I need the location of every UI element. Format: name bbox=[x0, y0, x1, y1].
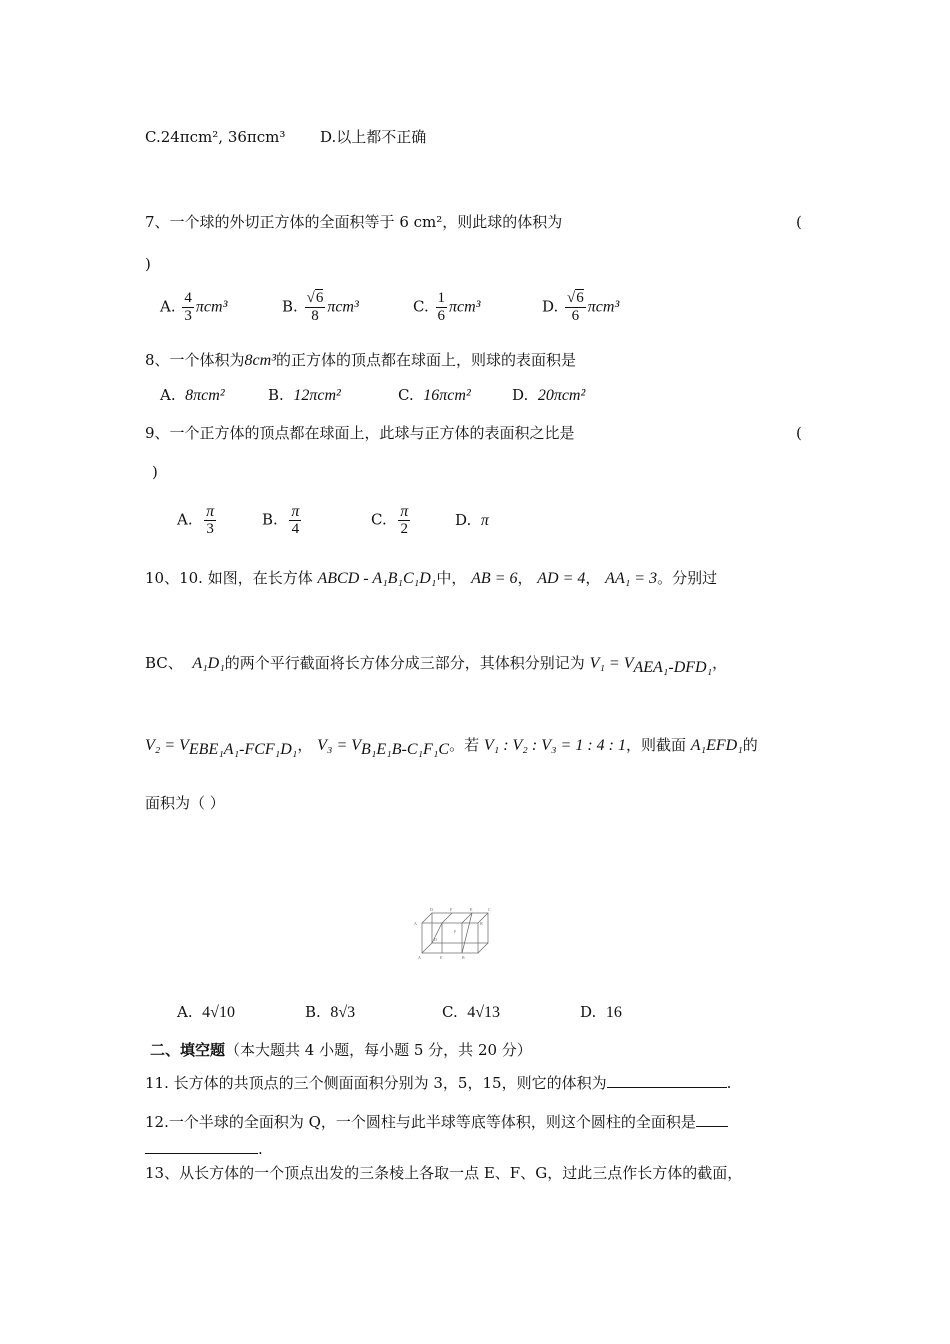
fraction: $\frac{\pi}{3}$ bbox=[206, 503, 215, 537]
q8-option-b: B. 12πcm² bbox=[268, 386, 341, 404]
q6-option-c: C.24πcm², 36πcm³ bbox=[145, 128, 286, 146]
q6-option-d: D.以上都不正确 bbox=[320, 128, 427, 146]
fraction: $\frac{\pi}{4}$ bbox=[291, 503, 300, 537]
cuboid-diagram bbox=[410, 905, 490, 961]
option-label: B. bbox=[282, 297, 298, 316]
q7-option-b: B. $\frac{√6}{8}$ πcm³ bbox=[282, 290, 359, 324]
answer-blank[interactable] bbox=[696, 1126, 728, 1127]
fraction: $\frac{\pi}{2}$ bbox=[400, 503, 409, 537]
q10-option-d: D. 16 bbox=[580, 1003, 622, 1021]
q9-option-d: D. π bbox=[455, 511, 489, 529]
q7-option-a: A. $\frac{4}{3}$ πcm³ bbox=[160, 290, 228, 324]
q9-option-a: A. $\frac{\pi}{3}$ bbox=[177, 503, 215, 537]
svg-text:F: F bbox=[454, 929, 457, 934]
q9-option-b: B. $\frac{\pi}{4}$ bbox=[262, 503, 300, 537]
svg-text:C: C bbox=[488, 907, 491, 912]
q10-line3: $V_2 = V_{EBE_1A_1-FCF_1D_1}$， $V_3 = V_{B_1E_1B-C_1F_1C}$。若 V₁ : V₂ : V₃ = 1 : 4 : 1，则截面 A₁EFD₁的 bbox=[145, 736, 758, 758]
svg-text:D: D bbox=[434, 937, 437, 942]
cuboid-figure bbox=[410, 905, 490, 965]
q13: 13、从长方体的一个顶点出发的三条棱上各取一点 E、F、G，过此三点作长方体的截面， bbox=[145, 1164, 743, 1182]
fraction: $\frac{√6}{8}$ bbox=[306, 290, 324, 324]
svg-text:A: A bbox=[418, 955, 421, 960]
svg-text:E: E bbox=[440, 955, 443, 960]
q11: 11. 长方体的共顶点的三个侧面面积分别为 3，5，15，则它的体积为 . bbox=[145, 1074, 732, 1092]
q9-paren-open: ( bbox=[796, 424, 802, 442]
fraction: $\frac{√6}{6}$ bbox=[567, 290, 584, 324]
q7-option-c: C. $\frac{1}{6}$ πcm³ bbox=[413, 290, 481, 324]
q7-option-d: D. $\frac{√6}{6}$ πcm³ bbox=[542, 290, 620, 324]
fraction: $\frac{1}{6}$ bbox=[437, 290, 445, 324]
q10-option-a: A. 4√10 bbox=[177, 1003, 235, 1021]
q7-paren-open: ( bbox=[796, 213, 802, 231]
svg-text:A: A bbox=[414, 921, 417, 926]
svg-text:E: E bbox=[470, 907, 473, 912]
svg-text:B: B bbox=[462, 955, 465, 960]
q10-line4: 面积为（ ） bbox=[145, 794, 225, 812]
fraction: $\frac{4}{3}$ bbox=[184, 290, 192, 324]
q7-paren-close: ) bbox=[145, 255, 151, 273]
q12: 12.一个半球的全面积为 Q，一个圆柱与此半球等底等体积，则这个圆柱的全面积是 bbox=[145, 1112, 728, 1132]
svg-text:D: D bbox=[430, 907, 433, 912]
option-label: C. bbox=[413, 297, 429, 316]
q8-option-a: A. 8πcm² bbox=[160, 386, 225, 404]
q9-stem: 9、一个正方体的顶点都在球面上，此球与正方体的表面积之比是 bbox=[145, 424, 575, 442]
q12-continuation: . bbox=[145, 1139, 263, 1159]
q10-option-b: B. 8√3 bbox=[305, 1003, 356, 1021]
q10-line1: 10、10. 如图，在长方体 ABCD - A₁B₁C₁D₁中， AB = 6， AD = 4， AA₁ = 3。分别过 bbox=[145, 569, 718, 587]
answer-blank[interactable] bbox=[145, 1153, 258, 1154]
svg-text:F: F bbox=[450, 907, 453, 912]
q8-stem: 8、一个体积为8cm³的正方体的顶点都在球面上，则球的表面积是 bbox=[145, 351, 577, 369]
section-heading: 二、填空题（本大题共 4 小题，每小题 5 分，共 20 分） bbox=[150, 1041, 532, 1059]
q8-option-c: C. 16πcm² bbox=[398, 386, 471, 404]
option-label: D. bbox=[542, 297, 559, 316]
q8-option-d: D. 20πcm² bbox=[512, 386, 586, 404]
q9-option-c: C. $\frac{\pi}{2}$ bbox=[371, 503, 409, 537]
option-label: A. bbox=[160, 297, 176, 316]
q10-line2: BC、 A₁D₁的两个平行截面将长方体分成三部分，其体积分别记为 $V_1 = V_{AEA_1-DFD_1}$， bbox=[145, 654, 728, 676]
answer-blank[interactable] bbox=[607, 1087, 727, 1088]
q10-option-c: C. 4√13 bbox=[442, 1003, 501, 1021]
q9-paren-close: ) bbox=[152, 463, 158, 481]
svg-text:B: B bbox=[480, 921, 483, 926]
q7-stem: 7、一个球的外切正方体的全面积等于 6 cm²，则此球的体积为 bbox=[145, 213, 563, 231]
